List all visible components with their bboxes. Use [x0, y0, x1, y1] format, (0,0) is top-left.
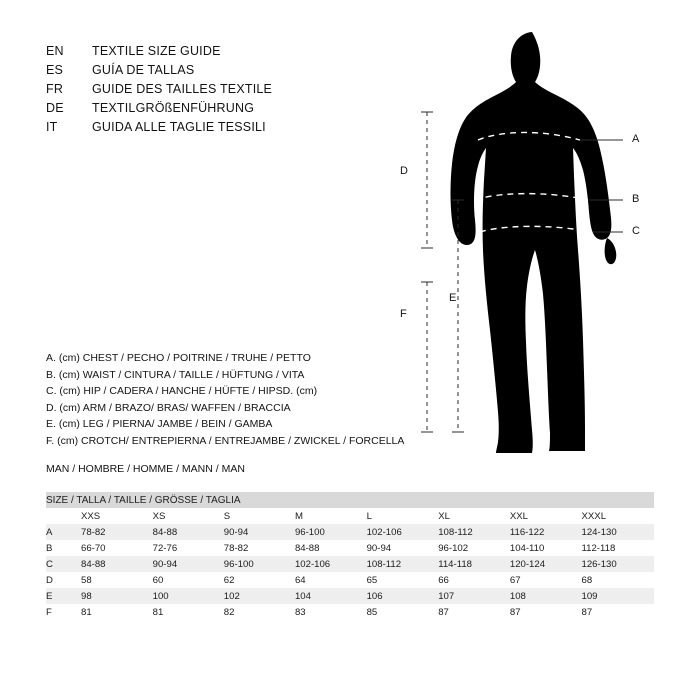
cell-b-xl: 96-102 [438, 540, 510, 556]
cell-e-xxl: 108 [510, 588, 582, 604]
row-label-a: A [46, 524, 81, 540]
cell-f-l: 85 [367, 604, 439, 620]
cell-e-m: 104 [295, 588, 367, 604]
row-label-c: C [46, 556, 81, 572]
figure-label-a: A [632, 133, 640, 145]
cell-b-l: 90-94 [367, 540, 439, 556]
cell-d-m: 64 [295, 572, 367, 588]
col-head-m: M [295, 508, 367, 524]
cell-e-s: 102 [224, 588, 295, 604]
col-head-xs: XS [153, 508, 224, 524]
measurement-legend [46, 350, 404, 449]
cell-c-xxl: 120-124 [510, 556, 582, 572]
figure-label-b: B [632, 193, 640, 205]
cell-d-xxl: 67 [510, 572, 582, 588]
table-column-row [46, 508, 654, 524]
cell-d-xxxl: 68 [582, 572, 655, 588]
cell-c-l: 108-112 [367, 556, 439, 572]
table-row [46, 588, 654, 604]
cell-b-m: 84-88 [295, 540, 367, 556]
row-label-d: D [46, 572, 81, 588]
cell-e-xxxl: 109 [582, 588, 655, 604]
figure-label-e: E [449, 292, 457, 304]
title-row [46, 82, 272, 101]
title-text-fr: GUIDE DES TAILLES TEXTILE [92, 82, 273, 96]
table-header-row [46, 492, 654, 508]
figure-label-c: C [632, 225, 640, 237]
col-head-blank [46, 508, 81, 524]
title-text-it: GUIDA ALLE TAGLIE TESSILI [92, 120, 266, 134]
legend-line-e: E. (cm) LEG / PIERNA/ JAMBE / BEIN / GAMBA [46, 418, 273, 430]
title-text-de: TEXTILGRÖßENFÜHRUNG [92, 101, 255, 115]
cell-c-xxxl: 126-130 [582, 556, 655, 572]
cell-e-xs: 100 [153, 588, 224, 604]
size-table [46, 492, 654, 620]
size-table-wrapper [46, 492, 654, 620]
table-row [46, 572, 654, 588]
cell-f-xxxl: 87 [582, 604, 655, 620]
cell-a-xxl: 116-122 [510, 524, 582, 540]
title-row [46, 44, 272, 63]
table-row [46, 540, 654, 556]
table-row [46, 524, 654, 540]
legend-line-c: C. (cm) HIP / CADERA / HANCHE / HÜFTE / HIPSD. (cm) [46, 385, 318, 397]
cell-e-l: 106 [367, 588, 439, 604]
cell-d-xxs: 58 [81, 572, 153, 588]
cell-a-xl: 108-112 [438, 524, 510, 540]
title-block [46, 44, 272, 139]
legend-line-f: F. (cm) CROTCH/ ENTREPIERNA / ENTREJAMBE / ZWICKEL / FORCELLA [46, 434, 405, 447]
figure-label-d: D [400, 165, 408, 177]
legend-line-a: A. (cm) CHEST / PECHO / POITRINE / TRUHE / PETTO [46, 352, 311, 364]
col-head-xxl: XXL [510, 508, 582, 524]
row-label-f: F [46, 604, 81, 620]
cell-f-xs: 81 [153, 604, 224, 620]
cell-b-xs: 72-76 [153, 540, 224, 556]
cell-d-xl: 66 [438, 572, 510, 588]
cell-b-s: 78-82 [224, 540, 295, 556]
title-text-es: GUÍA DE TALLAS [92, 63, 195, 77]
cell-f-xxs: 81 [81, 604, 153, 620]
male-silhouette-figure [380, 20, 680, 470]
title-lang-it: IT [46, 120, 58, 134]
legend-line-b: B. (cm) WAIST / CINTURA / TAILLE / HÜFTUNG / VITA [46, 368, 305, 381]
silhouette-shape [451, 32, 617, 453]
row-label-b: B [46, 540, 81, 556]
cell-c-s: 96-100 [224, 556, 295, 572]
cell-d-xs: 60 [153, 572, 224, 588]
title-lang-de: DE [46, 101, 64, 115]
legend-line-d: D. (cm) ARM / BRAZO/ BRAS/ WAFFEN / BRACCIA [46, 401, 291, 414]
col-head-l: L [367, 508, 439, 524]
cell-a-l: 102-106 [367, 524, 439, 540]
col-head-xl: XL [438, 508, 510, 524]
title-text-en: TEXTILE SIZE GUIDE [92, 44, 221, 58]
title-row [46, 63, 272, 82]
row-label-e: E [46, 588, 81, 604]
cell-a-xxxl: 124-130 [582, 524, 655, 540]
figure-label-f: F [400, 308, 407, 320]
cell-e-xxs: 98 [81, 588, 153, 604]
col-head-s: S [224, 508, 295, 524]
cell-e-xl: 107 [438, 588, 510, 604]
table-row [46, 556, 654, 572]
cell-f-xl: 87 [438, 604, 510, 620]
title-row [46, 101, 272, 120]
title-row [46, 120, 272, 139]
col-head-xxs: XXS [81, 508, 153, 524]
cell-a-xxs: 78-82 [81, 524, 153, 540]
gender-label: MAN / HOMBRE / HOMME / MANN / MAN [46, 463, 245, 475]
cell-f-m: 83 [295, 604, 367, 620]
title-lang-fr: FR [46, 82, 64, 96]
cell-b-xxl: 104-110 [510, 540, 582, 556]
cell-f-xxl: 87 [510, 604, 582, 620]
cell-c-m: 102-106 [295, 556, 367, 572]
col-head-xxxl: XXXL [582, 508, 655, 524]
cell-d-s: 62 [224, 572, 295, 588]
table-row [46, 604, 654, 620]
cell-b-xxs: 66-70 [81, 540, 153, 556]
title-lang-en: EN [46, 44, 64, 58]
cell-f-s: 82 [224, 604, 295, 620]
cell-c-xs: 90-94 [153, 556, 224, 572]
table-header-title: SIZE / TALLA / TAILLE / GRÖSSE / TAGLIA [46, 492, 654, 508]
cell-b-xxxl: 112-118 [582, 540, 655, 556]
title-lang-es: ES [46, 63, 64, 77]
cell-a-s: 90-94 [224, 524, 295, 540]
cell-a-m: 96-100 [295, 524, 367, 540]
cell-a-xs: 84-88 [153, 524, 224, 540]
cell-c-xl: 114-118 [438, 556, 510, 572]
cell-d-l: 65 [367, 572, 439, 588]
cell-c-xxs: 84-88 [81, 556, 153, 572]
